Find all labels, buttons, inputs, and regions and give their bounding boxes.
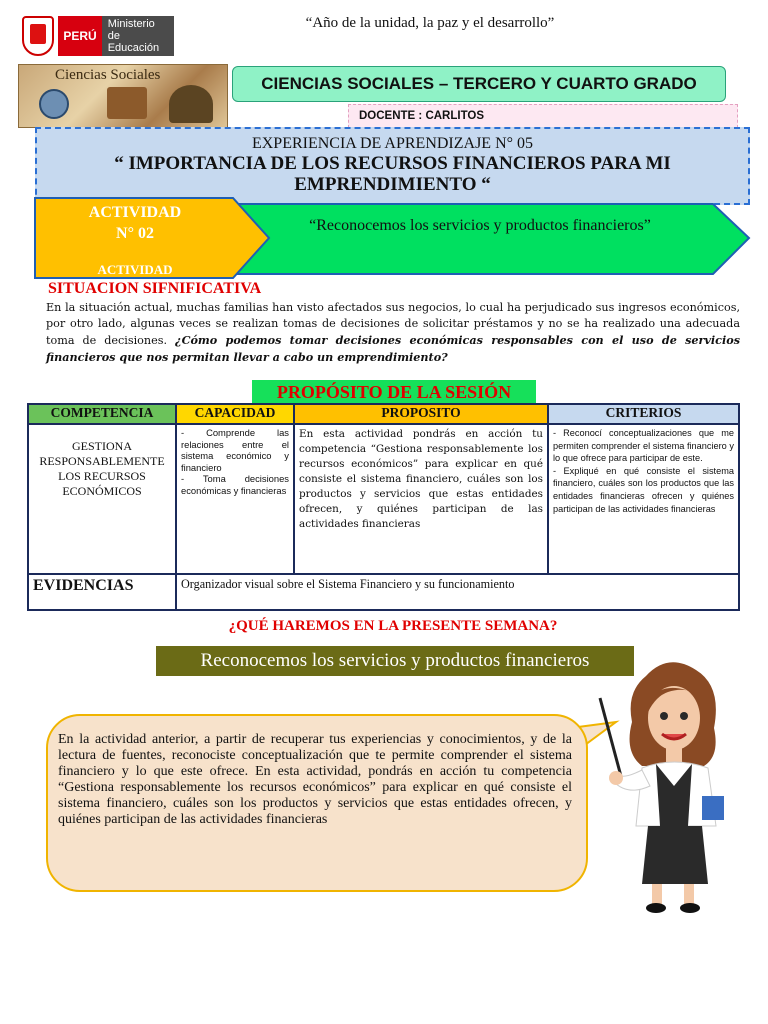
teacher-label: DOCENTE : CARLITOS xyxy=(348,104,738,128)
artifact-icon xyxy=(169,85,213,123)
competencia-cell: GESTIONA RESPONSABLEMENTE LOS RECURSOS ECONÓMICOS xyxy=(28,424,176,574)
capacidad-item: - Toma decisiones económicas y financieras xyxy=(181,473,289,496)
header-proposito: PROPOSITO xyxy=(294,404,548,424)
subject-title: CIENCIAS SOCIALES – TERCERO Y CUARTO GRADO xyxy=(232,66,726,102)
situation-body: En la situación actual, muchas familias han visto afectados sus negocios, lo cual ha perjudicado sus ingresos económicos, por otro lado, algunas veces se realizan tomas de decisiones de solicitar préstamos y no se ha realizado una adecuada toma de decisiones. xyxy=(46,301,740,347)
teacher-illustration-icon xyxy=(596,656,746,916)
activity-label xyxy=(40,202,230,244)
activity-sub-label: ACTIVIDAD xyxy=(97,262,173,274)
logo-ministry: Ministerio de Educación xyxy=(102,16,174,56)
image-caption: Ciencias Sociales xyxy=(55,67,161,83)
book-icon xyxy=(107,87,147,119)
criterios-cell xyxy=(548,424,739,574)
criterio-item: - Expliqué en qué consiste el sistema financiero, cuáles son los productos que las entidades financieras ofrecen y quiénes participan de las actividades financieras xyxy=(553,465,734,514)
week-title: ¿QUÉ HAREMOS EN LA PRESENTE SEMANA? xyxy=(188,615,598,637)
experience-title: “ IMPORTANCIA DE LOS RECURSOS FINANCIEROS PARA MI EMPRENDIMIENTO “ xyxy=(114,153,671,195)
table-row xyxy=(28,424,739,574)
purpose-table xyxy=(27,403,740,611)
logo-country: PERÚ xyxy=(58,16,101,56)
speech-bubble: En la actividad anterior, a partir de recuperar tus experiencias y conocimientos, y de la lectura de fuentes, reconociste conceptualización que te permite comprender el sistema financiero y lo que este ofrece. En esta actividad, pondrás en acción tu competencia “Gestiona responsablemente los recursos económicos” para explicar en qué consiste el sistema financiero, cuáles son los productos y servicios que estas entidades ofrecen, y quiénes participan de las actividades financieras xyxy=(46,714,588,892)
experience-box xyxy=(35,127,750,205)
activity-title: “Reconocemos los servicios y productos financieros” xyxy=(309,217,651,234)
header-criterios: CRITERIOS xyxy=(548,404,739,424)
activity-green-arrow xyxy=(229,204,749,274)
week-banner: Reconocemos los servicios y productos financieros xyxy=(156,646,634,676)
situation-question: ¿Cómo podemos tomar decisiones económicas responsables con el uso de servicios financieros que nos permitan llevar a cabo un emprendimiento? xyxy=(46,333,741,364)
situation-title: SITUACION SIFNIFICATIVA xyxy=(48,280,262,297)
criterio-item: - Reconocí conceptualizaciones que me permiten comprender el sistema financiero y lo que ofrece para participar de este. xyxy=(553,428,734,464)
evidencias-cell: Organizador visual sobre el Sistema Financiero y su funcionamiento xyxy=(176,574,739,610)
header-capacidad: CAPACIDAD xyxy=(176,404,294,424)
evidencias-label: EVIDENCIAS xyxy=(28,574,176,610)
situation-text xyxy=(46,300,740,366)
proposito-cell: En esta actividad pondrás en acción tu competencia “Gestiona responsablemente los recursos económicos” para explicar en qué consiste el sistema financiero, cuáles son los productos y servicios que estas entidades ofrecen, y quiénes participan de las actividades financieras xyxy=(294,424,548,574)
peru-shield-icon xyxy=(22,16,54,56)
table-header-row xyxy=(28,404,739,424)
purpose-title: PROPÓSITO DE LA SESIÓN xyxy=(252,380,536,404)
year-motto: “Año de la unidad, la paz y el desarrollo” xyxy=(305,15,555,31)
capacidad-item: - Comprende las relaciones entre el sistema económico y financiero xyxy=(181,427,289,473)
ciencias-sociales-image xyxy=(18,64,228,128)
activity-number: N° 02 xyxy=(116,225,154,242)
globe-icon xyxy=(39,89,69,119)
experience-number: EXPERIENCIA DE APRENDIZAJE N° 05 xyxy=(251,135,534,152)
minedu-logo xyxy=(22,14,174,58)
header-competencia: COMPETENCIA xyxy=(28,404,176,424)
evidence-row xyxy=(28,574,739,610)
activity-word: ACTIVIDAD xyxy=(88,204,182,221)
capacidad-cell xyxy=(176,424,294,574)
